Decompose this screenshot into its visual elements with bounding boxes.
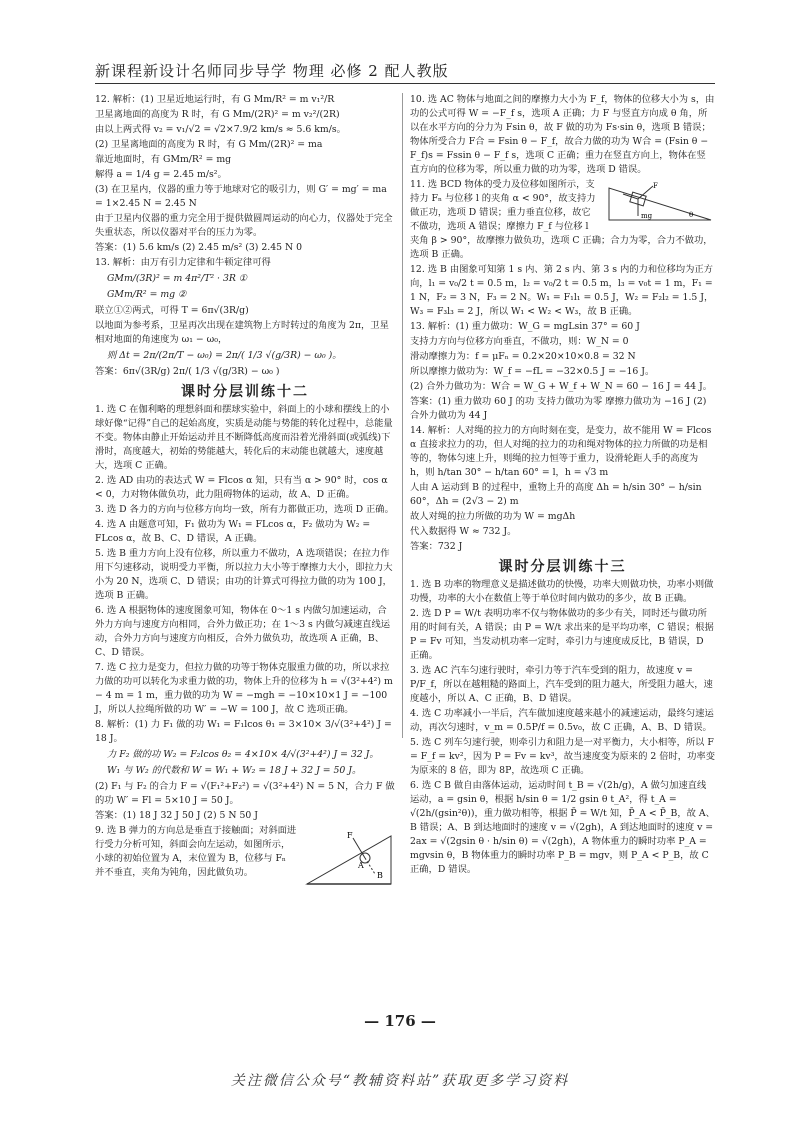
svg-text:B: B [377,871,383,880]
answer-item: 8. 解析：(1) 力 F₁ 做的功 W₁ = F₁lcos θ₁ = 3×10× 3/√(3²+4²) J = 18 J。 [95,719,392,744]
answer-item: 滑动摩擦力为：f = μFₙ = 0.2×20×10×0.8 = 32 N [410,351,636,362]
answer-item: 14. 解析：人对绳的拉力的方向时刻在变，是变力，故不能用 W = Flcos α 直接求拉力的功，但人对绳的拉力的功和绳对物体的拉力所做的功是相等的，物体匀速上升，则绳的拉力恒等于重力，设滑轮距人手的高度为 h，则 h/tan 30° − h/tan 60° = l，h = √3 m [410,425,712,478]
answer-item: 由以上两式得 v₂ = v₁/√2 = √2×7.9/2 km/s ≈ 5.6 km/s。 [95,124,346,135]
answer-item: 1. 选 B 功率的物理意义是描述做功的快慢，功率大则做功快，功率小则做功慢，功率的大小在数值上等于单位时间内做功的多少，故 B 正确。 [410,579,714,604]
formula: W₁ 与 W₂ 的代数和 W = W₁ + W₂ = 18 J + 32 J = 50 J。 [107,765,362,776]
answer-item: 6. 选 C B 做自由落体运动，运动时间 t_B = √(2h/g)，A 做匀加速直线运动，a = gsin θ，根据 h/sin θ = 1/2 gsin θ t_A²，得 t_A = √(2h/(gsin²θ))，重力做功相等，根据 P̄ = W/t 知，P̄_A < P̄_B，故 A、B 错误；A、B 到达地面时的速度 v = √(2gh)，A 到达地面时的速度 v = 2ax = √(2gsin θ · h/sin θ) = √(2gh)，A 物体重力的瞬时功率 P_A = mgvsin θ，B 物体重力的瞬时功率 P_B = mgv，则 P_A < P_B，故 C 正确，D 错误。 [410,780,715,875]
answer-item: 2. 选 AD 由功的表达式 W = Flcos α 知，只有当 α > 90° 时，cos α < 0，力对物体做负功，此力阻碍物体的运动，故 A、D 正确。 [95,475,388,500]
answer-item: 联立①②两式，可得 T = 6π√(3R/g) [95,305,249,316]
svg-text:A: A [358,861,364,870]
answer-item: (2) 合外力做功为：W合 = W_G + W_f + W_N = 60 − 16 J = 44 J。 [410,381,713,392]
answer-item: 5. 选 B 重力方向上没有位移，所以重力不做功，A 选项错误；在拉力作用下匀速移动，说明受力平衡，所以拉力大小等于摩擦力大小，即拉力大小为 20 N，选项 C、D 错误；由功的计算式可得拉力做的功为 100 J，选项 B 正确。 [95,548,393,601]
answer-item [410,178,715,262]
answer-item: 3. 选 AC 汽车匀速行驶时，牵引力等于汽车受到的阻力，故速度 v = P/F_f，所以在越粗糙的路面上，汽车受到的阻力越大，所受阻力越大，速度越小，所以 A、C 正确，B、D 错误。 [410,665,713,704]
right-column [410,93,715,878]
answer-item: 6. 选 A 根据物体的速度图象可知，物体在 0～1 s 内做匀加速运动，合外力方向与速度方向相同，合外力做正功；在 1～3 s 内做匀减速直线运动，合外力方向与速度方向相反，合外力做负功，故选项 A 正确，B、C、D 错误。 [95,605,391,658]
section-title: 课时分层训练十二 [181,384,309,400]
answer-item: 5. 选 C 列车匀速行驶，则牵引力和阻力是一对平衡力，大小相等，所以 F = F_f = kv²，因为 P = Fv = kv³，故当速度变为原来的 2 倍时，功率变为原来的 8 倍，即为 8P，故选项 C 正确。 [410,737,715,776]
running-header: 新课程新设计名师同步导学 物理 必修 2 配人教版 [95,62,449,80]
answer-line: 答案：732 J [410,541,463,552]
answer-item: 7. 选 C 拉力是变力，但拉力做的功等于物体克服重力做的功，所以求拉力做的功可以转化为求重力做的功，物体上升的位移为 h = √(3²+4²) m − 4 m = 1 m，重力做的功为 W = −mgh = −10×10×1 J = −100 J，所以人拉绳所做的功 W′ = −W = 100 J，故 C 选项正确。 [95,662,393,715]
answer-text: 9. 选 B 弹力的方向总是垂直于接触面；对斜面进行受力分析可知，斜面会向左运动，如图所示，小球的初始位置为 A，末位置为 B，位移与 Fₙ 并不垂直，夹角为钝角，因此做负功。 [95,825,297,878]
column-divider [402,93,403,738]
answer-item: 卫星离地面的高度为 R 时，有 G Mm/(2R)² = m v₂²/(2R) [95,109,340,120]
answer-item: 靠近地面时，有 GMm/R² = mg [95,154,232,165]
formula: GMm/(3R)² = m 4π²/T² · 3R ① [107,273,248,284]
answer-item: 解得 a = 1/4 g = 2.45 m/s²。 [95,169,227,180]
block-on-incline-figure [605,180,715,224]
answer-line: 答案：6π√(3R/g) 2π/( 1/3 √(g/3R) − ω₀ ) [95,366,280,377]
svg-text:F: F [653,182,658,190]
answer-item: 以地面为参考系，卫星再次出现在建筑物上方时转过的角度为 2π，卫星相对地面的角速度为 ω₁ − ω₀， [95,320,389,345]
incline-figure [303,826,395,888]
answer-item: 支持力方向与位移方向垂直，不做功，则：W_N = 0 [410,336,629,347]
formula: 则 Δt = 2π/(2π/T − ω₀) = 2π/( 1/3 √(g/3R) − ω₀ )。 [107,350,342,361]
answer-item: 故人对绳的拉力所做的功为 W = mgΔh [410,511,576,522]
section-title: 课时分层训练十三 [498,559,627,575]
answer-item: 12. 解析：(1) 卫星近地运行时，有 G Mm/R² = m v₁²/R [95,94,335,105]
answer-item: 由于卫星内仪器的重力完全用于提供做圆周运动的向心力，仪器处于完全失重状态，所以仪器对平台的压力为零。 [95,213,393,238]
answer-item: 1. 选 C 在伽利略的理想斜面和摆球实验中，斜面上的小球和摆线上的小球好像“记得”自己的起始高度，实质是动能与势能的转化过程中，总能量不变。物体由静止开始运动并且不断降低高度而沿着光滑斜面(或弧线)下滑时，高度越大，初始的势能越大，转化后的末动能也就越大，速度越大，选项 C 正确。 [95,404,393,471]
left-column [95,93,395,888]
answer-item: (3) 在卫星内，仪器的重力等于地球对它的吸引力，则 G′ = mg′ = ma = 1×2.45 N = 2.45 N [95,184,387,209]
answer-item: 13. 解析：(1) 重力做功：W_G = mgLsin 37° = 60 J [410,321,640,332]
answer-text: 11. 选 BCD 物体的受力及位移如图所示，支持力 Fₙ 与位移 l 的夹角 α < 90°，故支持力做正功，选项 D 错误；重力垂直位移，故它不做功，选项 A 错误；摩擦力 F_f 与位移 l 夹角 β > 90°，故摩擦力做负功，选项 C 正确；合力为零，合力不做功，选项 B 正确。 [410,179,713,260]
svg-text:θ: θ [689,211,694,219]
answer-line: 答案：(1) 重力做功 60 J 的功 支持力做功为零 摩擦力做功为 −16 J (2) 合外力做功为 44 J [410,396,707,421]
footer-note: 关注微信公众号“教辅资料站”获取更多学习资料 [230,1073,570,1089]
answer-line: 答案：(1) 5.6 km/s (2) 2.45 m/s² (3) 2.45 N 0 [95,242,303,253]
svg-text:F: F [347,831,353,840]
answer-item: (2) 卫星离地面的高度为 R 时，有 G Mm/(2R)² = ma [95,139,323,150]
answer-line: 答案：(1) 18 J 32 J 50 J (2) 5 N 50 J [95,810,259,821]
answer-item: 13. 解析：由万有引力定律和牛顿定律可得 [95,257,271,268]
svg-text:mg: mg [641,212,653,220]
answer-item: (2) F₁ 与 F₂ 的合力 F = √(F₁²+F₂²) = √(3²+4²) N = 5 N，合力 F 做的功 W′ = Fl = 5×10 J = 50 J。 [95,781,395,806]
answer-item: 2. 选 D P = W/t 表明功率不仅与物体做功的多少有关，同时还与做功所用的时间有关，A 错误；由 P = W/t 求出来的是平均功率，C 错误；根据 P = Fv 可知，当发动机功率一定时，牵引力与速度成反比，B 错误，D 正确。 [410,608,714,661]
answer-item: 12. 选 B 由图象可知第 1 s 内、第 2 s 内、第 3 s 内的力和位移均为正方向，l₁ = v₀/2 t = 0.5 m，l₂ = v₀/2 t = 0.5 m，l₃ = v₀t = 1 m，F₁ = 1 N，F₂ = 3 N，F₃ = 2 N。W₁ = F₁l₁ = 0.5 J，W₂ = F₂l₂ = 1.5 J，W₃ = F₃l₃ = 2 J，所以 W₁ < W₂ < W₃，故 B 正确。 [410,264,714,317]
header-rule [95,83,715,84]
answer-item: 4. 选 C 功率减小一半后，汽车做加速度越来越小的减速运动，最终匀速运动，再次匀速时，v_m = 0.5P/f = 0.5v₀，故 C 正确，A、B、D 错误。 [410,708,714,733]
answer-item: 10. 选 AC 物体与地面之间的摩擦力大小为 F_f，物体的位移大小为 s，由功的公式可得 W = −F_f s，选项 A 正确；力 F 与竖直方向成 θ 角，所以在水平方向的分力为 Fsin θ，故 F 做的功为 Fs·sin θ，选项 B 错误；物体所受合力 F合 = Fsin θ − F_f，故合力做的功为 W合 = (Fsin θ − F_f)s = Fssin θ − F_f s，选项 C 正确；重力在竖直方向上，物体在竖直方向的位移为零，所以重力做的功为零，选项 D 错误。 [410,94,715,175]
answer-item: 3. 选 D 各力的方向与位移方向均一致，所有力都做正功，选项 D 正确。 [95,504,394,515]
formula: 力 F₂ 做的功 W₂ = F₂lcos θ₂ = 4×10× 4/√(3²+4²) J = 32 J。 [107,749,379,760]
answer-item [95,824,395,880]
answer-item: 代入数据得 W ≈ 732 J。 [410,526,517,537]
page-number: — 176 — [364,1012,436,1030]
answer-item: 人由 A 运动到 B 的过程中，重物上升的高度 Δh = h/sin 30° − h/sin 60°，Δh = (2√3 − 2) m [410,482,702,507]
answer-item: 所以摩擦力做功为：W_f = −fL = −32×0.5 J = −16 J。 [410,366,655,377]
answer-item: 4. 选 A 由题意可知，F₁ 做功为 W₁ = FLcos α，F₂ 做功为 W₂ = FLcos α，故 B、C、D 错误，A 正确。 [95,519,371,544]
formula: GMm/R² = mg ② [107,289,187,300]
